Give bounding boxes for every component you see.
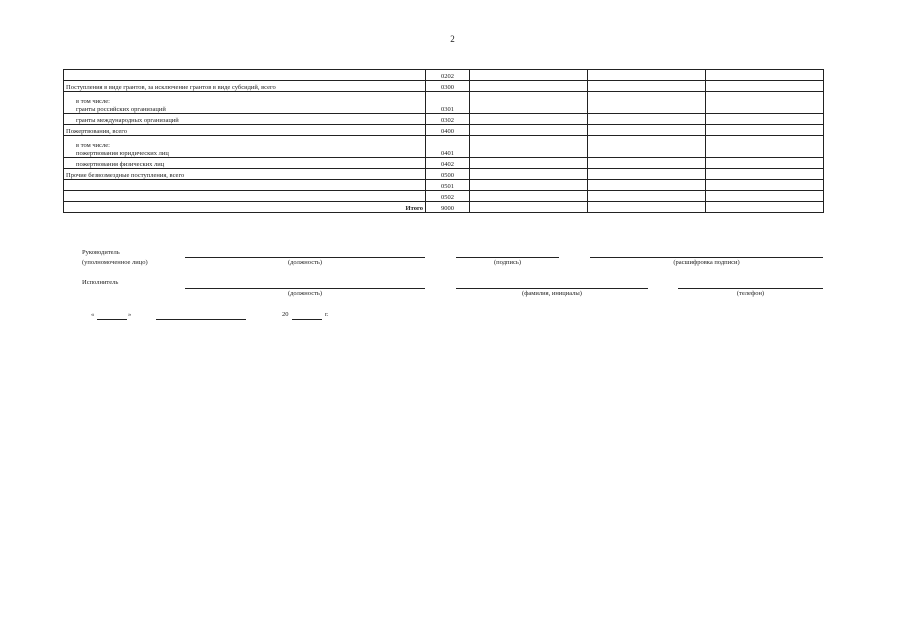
row-code: 0400 <box>426 125 470 136</box>
executor-phone-caption: (телефон) <box>736 290 765 297</box>
value-cell[interactable] <box>588 202 706 213</box>
head-position-line[interactable] <box>185 257 425 258</box>
row-code: 0401 <box>426 136 470 158</box>
value-cell[interactable] <box>706 114 824 125</box>
executor-position-line[interactable] <box>185 288 425 289</box>
value-cell[interactable] <box>588 136 706 158</box>
executor-position-caption: (должность) <box>287 290 323 297</box>
row-label-line: гранты российских организаций <box>76 105 166 113</box>
value-cell[interactable] <box>470 92 588 114</box>
executor-name-caption: (фамилия, инициалы) <box>522 290 582 297</box>
head-signature-line[interactable] <box>456 257 559 258</box>
table-row <box>64 125 824 136</box>
row-label: Пожертвования, всего <box>64 125 426 136</box>
income-table-body <box>64 70 824 213</box>
value-cell[interactable] <box>706 180 824 191</box>
value-cell[interactable] <box>588 70 706 81</box>
row-code: 0300 <box>426 81 470 92</box>
value-cell[interactable] <box>588 92 706 114</box>
head-position-caption: (должность) <box>287 259 323 266</box>
value-cell[interactable] <box>470 180 588 191</box>
head-decode-caption: (расшифровка подписи) <box>673 259 740 266</box>
value-cell[interactable] <box>706 158 824 169</box>
table-row <box>64 180 824 191</box>
value-cell[interactable] <box>470 136 588 158</box>
row-label: пожертвования физических лиц <box>64 158 426 169</box>
value-cell[interactable] <box>588 191 706 202</box>
head-label: Руководитель <box>82 249 120 256</box>
value-cell[interactable] <box>588 180 706 191</box>
date-day-line[interactable] <box>97 319 127 320</box>
income-table <box>63 69 824 213</box>
page-number: 2 <box>450 34 455 44</box>
table-row <box>64 202 824 213</box>
value-cell[interactable] <box>706 136 824 158</box>
table-row <box>64 191 824 202</box>
table-row <box>64 158 824 169</box>
row-label <box>64 136 426 158</box>
value-cell[interactable] <box>706 202 824 213</box>
value-cell[interactable] <box>588 125 706 136</box>
value-cell[interactable] <box>706 92 824 114</box>
date-year-suffix: г. <box>325 311 329 318</box>
table-row <box>64 92 824 114</box>
head-sublabel: (уполномоченное лицо) <box>82 259 148 266</box>
executor-phone-line[interactable] <box>678 288 823 289</box>
date-close-quote: » <box>128 311 132 318</box>
date-open-quote: « <box>91 311 95 318</box>
value-cell[interactable] <box>706 125 824 136</box>
value-cell[interactable] <box>470 169 588 180</box>
value-cell[interactable] <box>588 114 706 125</box>
row-code: 0301 <box>426 92 470 114</box>
row-label: Прочие безвозмездные поступления, всего <box>64 169 426 180</box>
date-year-line[interactable] <box>292 319 322 320</box>
value-cell[interactable] <box>706 169 824 180</box>
head-signature-caption: (подпись) <box>494 259 521 266</box>
value-cell[interactable] <box>470 81 588 92</box>
value-cell[interactable] <box>470 191 588 202</box>
row-code: 0302 <box>426 114 470 125</box>
value-cell[interactable] <box>706 70 824 81</box>
value-cell[interactable] <box>470 158 588 169</box>
row-code: 0500 <box>426 169 470 180</box>
row-label-line: в том числе: <box>76 142 110 149</box>
value-cell[interactable] <box>470 202 588 213</box>
row-code: 9000 <box>426 202 470 213</box>
value-cell[interactable] <box>706 191 824 202</box>
table-row <box>64 70 824 81</box>
value-cell[interactable] <box>470 70 588 81</box>
table-row <box>64 81 824 92</box>
row-label-line: в том числе: <box>76 98 110 105</box>
row-label <box>64 70 426 81</box>
value-cell[interactable] <box>588 81 706 92</box>
row-label <box>64 92 426 114</box>
executor-label: Исполнитель <box>82 279 119 286</box>
row-code: 0202 <box>426 70 470 81</box>
row-label: Итого <box>64 202 426 213</box>
table-row <box>64 136 824 158</box>
row-code: 0502 <box>426 191 470 202</box>
value-cell[interactable] <box>706 81 824 92</box>
head-decode-line[interactable] <box>590 257 823 258</box>
table-row <box>64 169 824 180</box>
row-label <box>64 180 426 191</box>
row-code: 0501 <box>426 180 470 191</box>
value-cell[interactable] <box>588 158 706 169</box>
value-cell[interactable] <box>588 169 706 180</box>
executor-name-line[interactable] <box>456 288 648 289</box>
date-month-line[interactable] <box>156 319 246 320</box>
value-cell[interactable] <box>470 125 588 136</box>
table-row <box>64 114 824 125</box>
value-cell[interactable] <box>470 114 588 125</box>
row-label-line: пожертвования юридических лиц <box>76 149 169 157</box>
row-label <box>64 191 426 202</box>
row-label: Поступления в виде грантов, за исключение грантов в виде субсидий, всего <box>64 81 426 92</box>
row-label: гранты международных организаций <box>64 114 426 125</box>
date-year-prefix: 20 <box>282 311 289 318</box>
row-code: 0402 <box>426 158 470 169</box>
